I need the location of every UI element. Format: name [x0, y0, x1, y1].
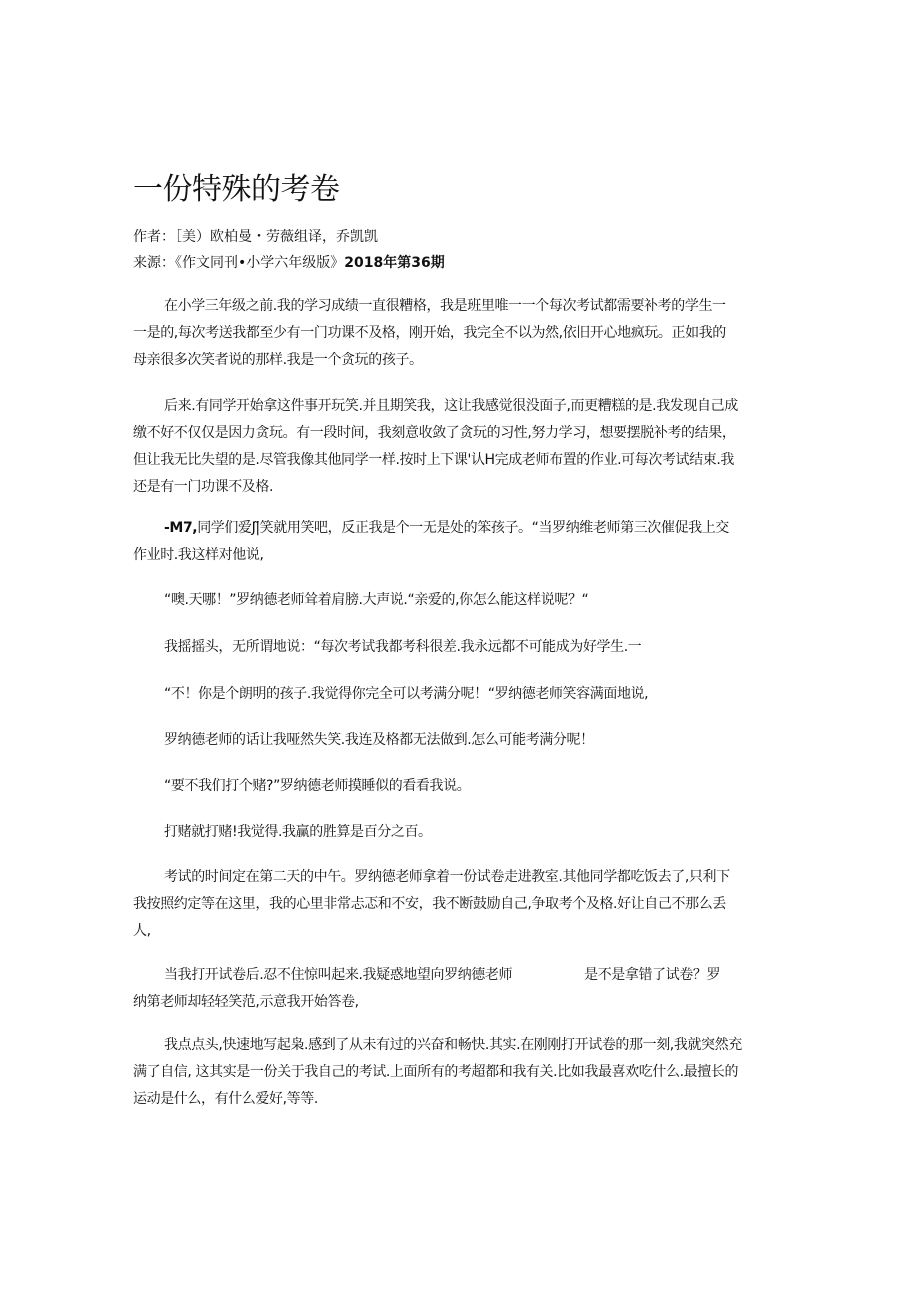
paragraph-line: 满了自信, 这其实是一份关于我自己的考试.上面所有的考超都和我有关.比如我最喜欢吃什么.最擅长的 [133, 1064, 739, 1080]
paragraph-12 [133, 1032, 773, 1113]
paragraph-line: 我摇摇头，无所谓地说：“每次考试我都考科很差.我永远都不可能成为好学生.一 [164, 639, 642, 655]
paragraph-line: 纳第老师却轻轻笑范,示意我开始答卷, [133, 994, 359, 1010]
paragraph-line: 考试的时间定在第二天的中午。罗纳德老师拿着一份试卷走进教室.其他同学都吃饭去了,只利下 [164, 869, 730, 885]
paragraph-line: 还是有一门功课不及格. [133, 479, 274, 495]
paragraph-line: 我点点头,快速地写起枭.感到了从未有过的兴奋和畅快.其实.在刚刚打开试卷的那一刻,我就突然充 [164, 1037, 742, 1053]
paragraph-4 [133, 587, 773, 614]
paragraph-10 [133, 864, 773, 945]
paragraph-11 [133, 962, 773, 1016]
paragraph-6 [133, 681, 773, 708]
paragraph-line: 后来.有同学开始拿这件事开玩笑.并且期笑我，这让我感觉很没面子,而更糟糕的是.我发现自己成 [164, 398, 738, 414]
paragraph-line: 打赌就打赌!我觉得.我赢的胜算是百分之百。 [164, 824, 432, 840]
paragraph-line: 母亲很多次笑者说的那样.我是一个贪玩的孩子。 [133, 352, 423, 368]
source-line [133, 253, 445, 273]
paragraph-line: 我按照约定等在这里，我的心里非常忐忑和不安，我不断鼓励自己,争取考个及格.好让自己不那么丢 [133, 896, 726, 912]
paragraph-2 [133, 393, 773, 501]
paragraph-line [133, 515, 773, 542]
line-text-right: 是不是拿错了试卷？罗 [584, 967, 721, 983]
paragraph-line: 缴不好不仅仅是因力贪玩。有一段时间，我刻意收敛了贪玩的习性,努力学习，想要摆脱补考的结果， [133, 425, 736, 441]
source-publication: 来源：《作文同刊•小学六年级版》 [133, 255, 345, 271]
paragraph-5 [133, 634, 773, 661]
paragraph-line: “要不我们打个赌?”罗纳德老师摸睡似的看看我说。 [164, 778, 471, 794]
line-text-left: 当我打开试卷后.忍不住惊叫起来.我疑惑地望向罗纳德老师 [164, 967, 513, 983]
bold-lead: -M7, [164, 520, 198, 536]
paragraph-7 [133, 727, 773, 754]
paragraph-line: “不！你是个朗明的孩子.我觉得你完全可以考满分呢！“罗纳德老师笑容满面地说, [164, 686, 649, 702]
paragraph-line: “噢.天哪！”罗纳德老师耸着肩膀.大声说.“亲爱的,你怎么能这样说呢？“ [164, 592, 589, 608]
paragraph-line: 人, [133, 923, 151, 939]
source-issue: 2018年第36期 [344, 255, 445, 271]
paragraph-line: 一是的,每次考送我都至少有一门功课不及格，刚开始，我完全不以为然,依旧开心地疯玩。正如我的 [133, 325, 726, 341]
paragraph-line: 但让我无比失望的是.尽管我像其他同学一样.按时上下课'认H完成老师布置的作业.可每次考试结束.我 [133, 452, 734, 468]
line-text: 同学们爱J|̃笑就用笑吧，反正我是个一无是处的笨孩子。“当罗纳维老师第三次催促我上交 [197, 520, 729, 536]
author-line: 作者：［美）欧柏曼・劳薇组译，乔凯凯 [133, 229, 378, 245]
paragraph-line: 在小学三年级之前.我的学习成绩一直很糟格，我是班里唯一一个每次考试都需要补考的学生一 [164, 298, 726, 314]
paragraph-line: 作业时.我这样对他说, [133, 547, 264, 563]
article-title: 一份特殊的考卷 [133, 172, 340, 207]
paragraph-line: 运动是什么，有什么爱好,等等. [133, 1091, 318, 1107]
paragraph-3 [133, 515, 773, 569]
paragraph-line: 罗纳德老师的话让我哑然失笑.我连及格都无法做到.怎么可能考满分呢！ [164, 732, 594, 748]
paragraph-1 [133, 293, 773, 374]
paragraph-9 [133, 819, 773, 846]
paragraph-line [133, 962, 773, 989]
paragraph-8 [133, 773, 773, 800]
